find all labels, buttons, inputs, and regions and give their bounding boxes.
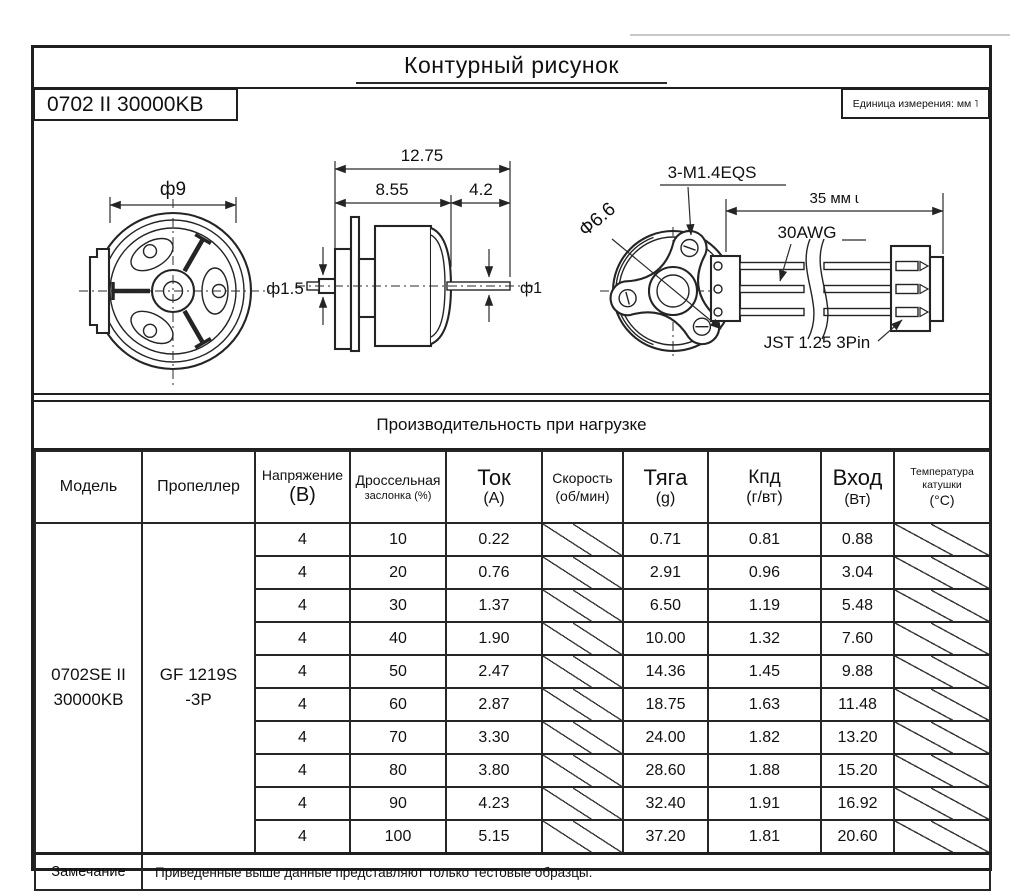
coil-temp-cell-hatched: [894, 820, 990, 854]
col-header-model: Модель: [35, 451, 142, 523]
side-left-shaft-dia-label: ф1.5: [266, 279, 304, 298]
side-total-length-label: 12.75: [400, 146, 444, 165]
coil-temp-cell-hatched: [894, 589, 990, 622]
speed-cell-hatched: [542, 556, 623, 589]
front-diameter-label: ф9: [159, 179, 187, 200]
voltage-cell: 4: [255, 820, 350, 854]
speed-cell-hatched: [542, 622, 623, 655]
speed-cell-hatched: [542, 787, 623, 820]
col-header-voltage: Напряжение (В): [255, 451, 350, 523]
col-header-efficiency: Кпд (г/вт): [708, 451, 821, 523]
front-view-drawing: [79, 179, 270, 385]
voltage-cell: 4: [255, 523, 350, 556]
input-power-cell: 13.20: [821, 721, 894, 754]
col-header-speed: Скорость (об/мин): [542, 451, 623, 523]
wire-length-label: 35 мм ɩ: [809, 190, 859, 207]
current-cell: 1.37: [446, 589, 542, 622]
performance-section-title: Производительность при нагрузке: [34, 402, 989, 450]
coil-temp-cell-hatched: [894, 754, 990, 787]
voltage-cell: 4: [255, 655, 350, 688]
efficiency-cell: 1.88: [708, 754, 821, 787]
voltage-cell: 4: [255, 556, 350, 589]
thrust-cell: 0.71: [623, 523, 708, 556]
thrust-cell: 32.40: [623, 787, 708, 820]
col-header-coil-temp: Температура катушки (°С): [894, 451, 990, 523]
col-header-thrust: Тяга (g): [623, 451, 708, 523]
input-power-cell: 20.60: [821, 820, 894, 854]
throttle-cell: 100: [350, 820, 446, 854]
efficiency-cell: 1.82: [708, 721, 821, 754]
title-row: [34, 48, 989, 89]
screw-spec-label: 3-M1.4EQS: [667, 163, 757, 182]
throttle-cell: 80: [350, 754, 446, 787]
voltage-cell: 4: [255, 721, 350, 754]
note-row: [35, 854, 990, 891]
datasheet-frame: [31, 45, 992, 880]
current-cell: 1.90: [446, 622, 542, 655]
performance-section: [34, 400, 989, 891]
input-power-cell: 5.48: [821, 589, 894, 622]
input-power-cell: 3.04: [821, 556, 894, 589]
wire-gauge-label: 30AWG: [777, 223, 837, 242]
speed-cell-hatched: [542, 721, 623, 754]
throttle-cell: 60: [350, 688, 446, 721]
current-cell: 0.22: [446, 523, 542, 556]
speed-cell-hatched: [542, 688, 623, 721]
input-power-cell: 16.92: [821, 787, 894, 820]
current-cell: 5.15: [446, 820, 542, 854]
throttle-cell: 20: [350, 556, 446, 589]
throttle-cell: 10: [350, 523, 446, 556]
page-title: Контурный рисунок: [356, 52, 667, 84]
col-header-input-power: Вход (Вт): [821, 451, 894, 523]
side-body-length-label: 8.55: [375, 180, 409, 199]
measurement-unit: Единица измерения: мм ˥: [852, 97, 979, 110]
throttle-cell: 70: [350, 721, 446, 754]
voltage-cell: 4: [255, 589, 350, 622]
input-power-cell: 9.88: [821, 655, 894, 688]
coil-temp-cell-hatched: [894, 622, 990, 655]
drawing-section: [34, 89, 989, 395]
rear-view-drawing: [575, 163, 943, 357]
thrust-cell: 37.20: [623, 820, 708, 854]
coil-temp-cell-hatched: [894, 655, 990, 688]
coil-temp-cell-hatched: [894, 523, 990, 556]
speed-cell-hatched: [542, 655, 623, 688]
voltage-cell: 4: [255, 754, 350, 787]
thrust-cell: 2.91: [623, 556, 708, 589]
throttle-cell: 50: [350, 655, 446, 688]
speed-cell-hatched: [542, 754, 623, 787]
thrust-cell: 10.00: [623, 622, 708, 655]
propeller-cell: GF 1219S -3P: [142, 523, 255, 854]
thrust-cell: 6.50: [623, 589, 708, 622]
current-cell: 3.80: [446, 754, 542, 787]
measurement-unit-box: [841, 88, 990, 119]
model-cell: 0702SE II 30000KB: [35, 523, 142, 854]
coil-temp-cell-hatched: [894, 721, 990, 754]
current-cell: 3.30: [446, 721, 542, 754]
throttle-cell: 30: [350, 589, 446, 622]
model-code: 0702 II 30000KB: [47, 92, 204, 116]
speed-cell-hatched: [542, 589, 623, 622]
performance-table: [34, 450, 991, 891]
note-text: Приведенные выше данные представляют только тестовые образцы.: [142, 854, 990, 891]
speed-cell-hatched: [542, 820, 623, 854]
col-header-current: Ток (А): [446, 451, 542, 523]
efficiency-cell: 0.81: [708, 523, 821, 556]
col-header-propeller: Пропеллер: [142, 451, 255, 523]
current-cell: 2.87: [446, 688, 542, 721]
efficiency-cell: 0.96: [708, 556, 821, 589]
thrust-cell: 18.75: [623, 688, 708, 721]
thrust-cell: 14.36: [623, 655, 708, 688]
efficiency-cell: 1.45: [708, 655, 821, 688]
coil-temp-cell-hatched: [894, 688, 990, 721]
scan-edge-artifact: [630, 34, 1010, 36]
connector-spec-label: JST 1.25 3Pin: [763, 333, 871, 352]
current-cell: 2.47: [446, 655, 542, 688]
side-shaft-length-label: 4.2: [469, 180, 493, 199]
efficiency-cell: 1.91: [708, 787, 821, 820]
col-header-throttle: Дроссельная заслонка (%): [350, 451, 446, 523]
input-power-cell: 0.88: [821, 523, 894, 556]
note-label: Замечание: [35, 854, 142, 891]
efficiency-cell: 1.63: [708, 688, 821, 721]
mount-diameter-label: Ф6.6: [575, 198, 620, 241]
table-row: [35, 523, 990, 556]
coil-temp-cell-hatched: [894, 556, 990, 589]
input-power-cell: 11.48: [821, 688, 894, 721]
voltage-cell: 4: [255, 688, 350, 721]
table-header-row: [35, 451, 990, 523]
voltage-cell: 4: [255, 787, 350, 820]
efficiency-cell: 1.32: [708, 622, 821, 655]
thrust-cell: 28.60: [623, 754, 708, 787]
motor-technical-drawing: [34, 89, 989, 391]
efficiency-cell: 1.81: [708, 820, 821, 854]
side-right-shaft-dia-label: ф1: [520, 280, 543, 297]
side-view-drawing: [266, 146, 542, 351]
speed-cell-hatched: [542, 523, 623, 556]
voltage-cell: 4: [255, 622, 350, 655]
efficiency-cell: 1.19: [708, 589, 821, 622]
current-cell: 4.23: [446, 787, 542, 820]
model-code-box: [33, 88, 238, 121]
thrust-cell: 24.00: [623, 721, 708, 754]
current-cell: 0.76: [446, 556, 542, 589]
throttle-cell: 90: [350, 787, 446, 820]
input-power-cell: 7.60: [821, 622, 894, 655]
throttle-cell: 40: [350, 622, 446, 655]
coil-temp-cell-hatched: [894, 787, 990, 820]
input-power-cell: 15.20: [821, 754, 894, 787]
